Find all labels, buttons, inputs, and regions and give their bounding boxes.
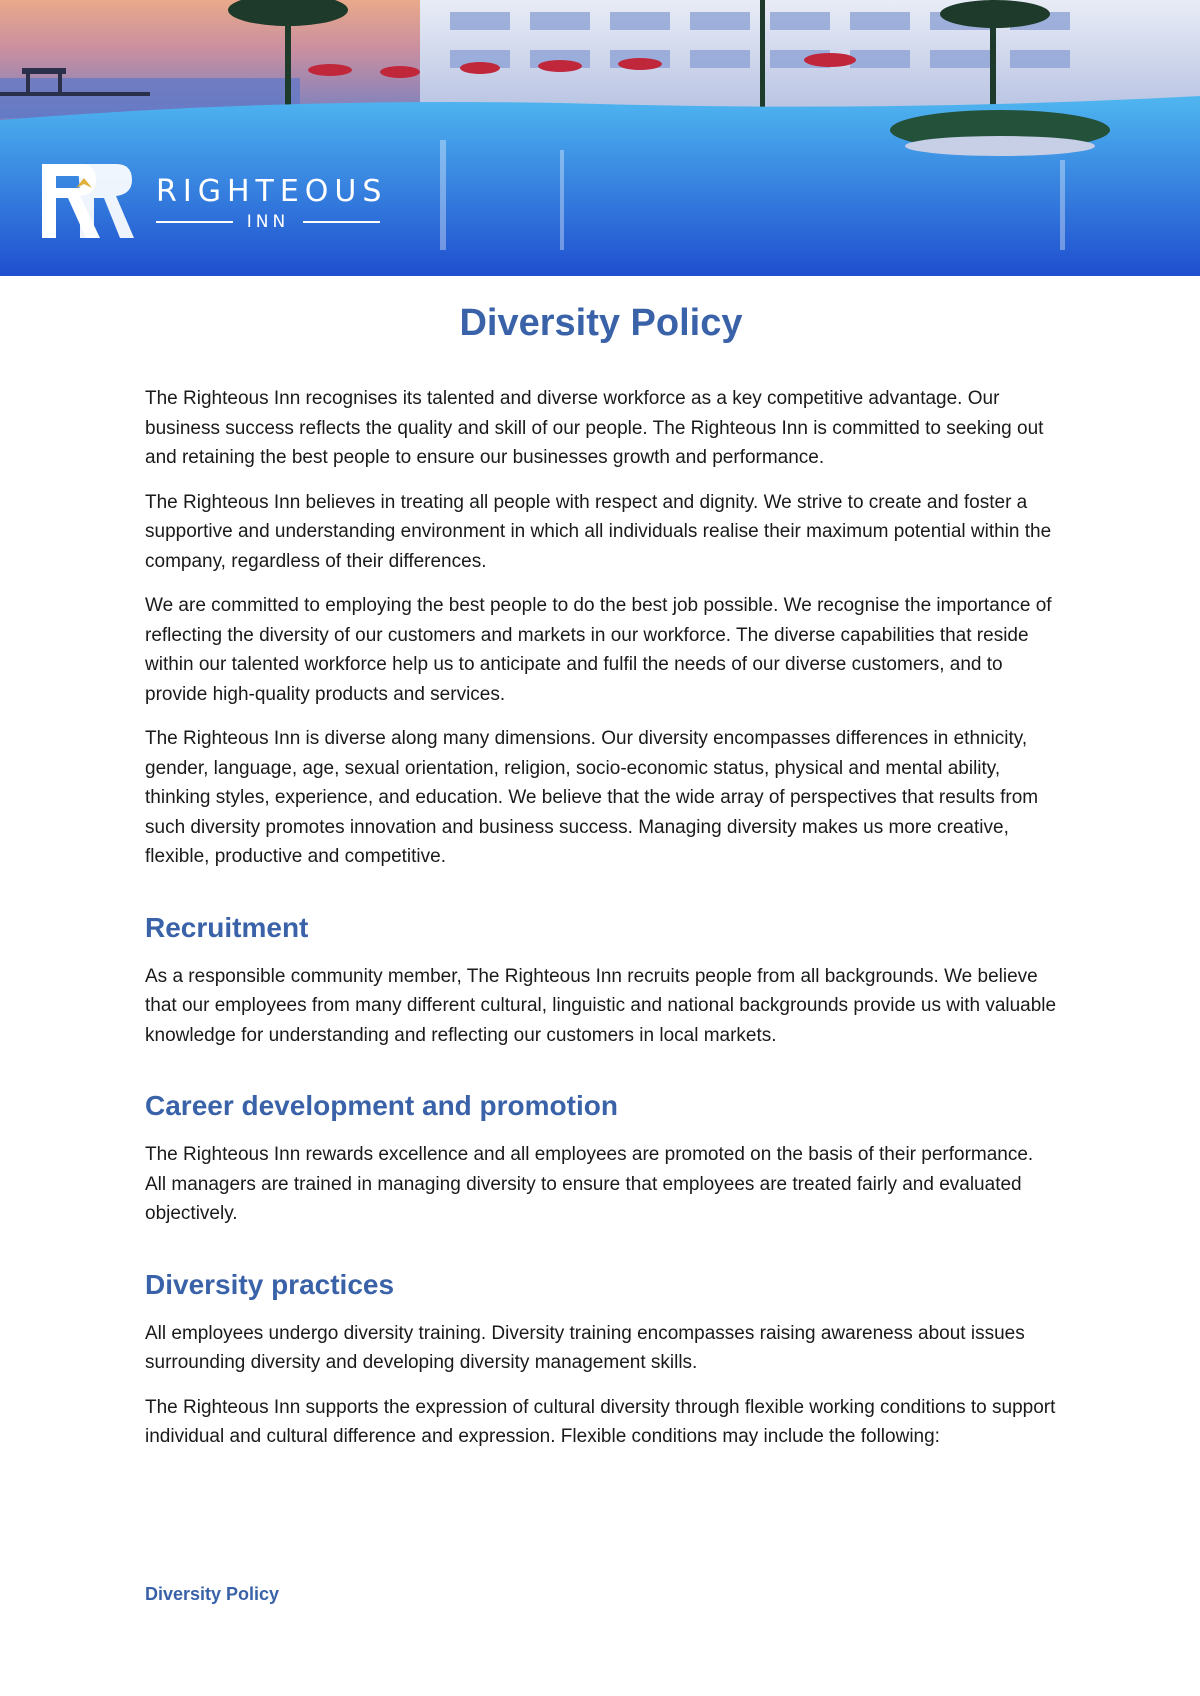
page-footer: Diversity Policy	[145, 1584, 280, 1604]
brand-name: RIGHTEOUS	[156, 174, 388, 209]
section-paragraph: As a responsible community member, The Righteous Inn recruits people from all backgrounds. We believe that our employees from many different cultural, linguistic and national backgrounds provide us with valuable knowledge for understanding and reflecting our customers in local markets.	[145, 965, 1057, 1046]
brand-sub-text: INN	[246, 212, 290, 232]
section-heading-career-development: Career development and promotion	[145, 1090, 618, 1121]
section-heading-diversity-practices: Diversity practices	[145, 1268, 395, 1300]
section-heading-recruitment: Recruitment	[145, 911, 309, 943]
rr-monogram-icon	[38, 158, 134, 246]
brand-logo	[38, 158, 398, 248]
intro-paragraph: The Righteous Inn believes in treating all people with respect and dignity. We strive to create and foster a supportive and understanding environment in which all individuals realise their maximum potential within the company, regardless of their differences.	[145, 491, 1052, 572]
section-paragraph: All employees undergo diversity training. Diversity training encompasses raising awareness about issues surrounding diversity and developing diversity management skills.	[145, 1322, 1025, 1373]
intro-paragraph: The Righteous Inn recognises its talented and diverse workforce as a key competitive advantage. Our business success reflects the quality and skill of our people. The Righteous Inn is committed to seeking out and retaining the best people to ensure our businesses growth and performance.	[145, 388, 1044, 468]
brand-rule-right	[303, 221, 380, 223]
section-paragraph: The Righteous Inn rewards excellence and all employees are promoted on the basis of their performance. All managers are trained in managing diversity to ensure that employees are treated fairly and evaluated objectively.	[145, 1144, 1034, 1224]
page-title: Diversity Policy	[459, 302, 743, 344]
document-body	[145, 296, 1057, 1467]
brand-subtitle	[156, 212, 380, 232]
intro-paragraph: The Righteous Inn is diverse along many dimensions. Our diversity encompasses differences in ethnicity, gender, language, age, sexual orientation, religion, socio-economic status, physical and mental ability, thinking styles, experience, and education. We believe that the wide array of perspectives that results from such diversity promotes innovation and business success. Managing diversity makes us more creative, flexible, productive and competitive.	[145, 728, 1039, 867]
intro-paragraph: We are committed to employing the best people to do the best job possible. We recognise the importance of reflecting the diversity of our customers and markets in our workforce. The diverse capabilities that reside within our talented workforce help us to anticipate and fulfil the needs of our diverse customers, and to provide high-quality products and services.	[145, 595, 1052, 705]
section-paragraph: The Righteous Inn supports the expression of cultural diversity through flexible working conditions to support individual and cultural difference and expression. Flexible conditions may include the following:	[145, 1396, 1056, 1447]
header-banner	[0, 0, 1200, 276]
brand-rule-left	[156, 221, 233, 223]
